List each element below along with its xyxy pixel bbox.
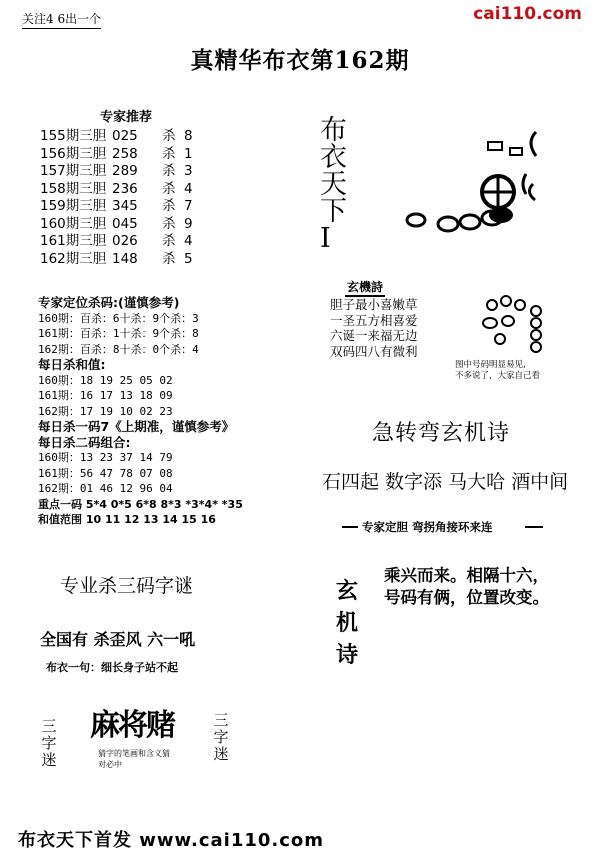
expert-kill: 7 (184, 198, 193, 214)
riddle-big-text: 麻将赌 (90, 708, 174, 743)
expert-heading: 专家推荐 (100, 110, 153, 125)
expert-kill: 4 (184, 180, 193, 197)
expert-period: 162期三胆 (40, 250, 107, 267)
positional-heading: 专家定位杀码:(谨慎参考) (38, 295, 180, 310)
caption-line: 不多说了，大家自己看 (455, 371, 541, 381)
expert-kill-label: 杀 (162, 233, 176, 249)
key-one: 重点一码 5*4 0*5 6*8 8*3 *3*4* *35 (38, 497, 243, 511)
expert-row (40, 146, 193, 164)
sum-rows (38, 373, 243, 420)
banner-text (320, 117, 347, 252)
brainteaser-title: 急转弯玄机诗 (372, 421, 511, 446)
label-char: 三 (213, 711, 229, 729)
expert-period: 160期三胆 (40, 215, 107, 232)
positional-row: 160期：百杀：6十杀：9个杀：3 (38, 311, 199, 325)
expert-kill-label: 杀 (162, 250, 176, 267)
stats-block (38, 295, 243, 528)
expert-digits: 289 (112, 163, 138, 179)
page-title: 真精华布衣第162期 (190, 47, 410, 74)
positional-row: 161期：百杀：1十杀：9个杀：8 (38, 327, 199, 340)
xuanji-line: 一圣五方相喜爱 (330, 312, 418, 328)
divider-left (342, 526, 358, 528)
expert-kill: 3 (184, 163, 193, 179)
expert-period: 156期三胆 (40, 145, 107, 162)
label-char: 字 (41, 734, 57, 752)
hint-line: 对必中 (98, 760, 122, 769)
expert-period: 158期三胆 (40, 180, 107, 197)
dingdan-line: 专家定胆 弯拐角接环来连 (362, 520, 493, 534)
kill-two-row: 160期：13 23 37 14 79 (38, 451, 173, 464)
expert-digits: 025 (112, 128, 138, 144)
label-char: 迷 (213, 745, 229, 763)
banner-char: 衣 (320, 142, 347, 173)
riddle-left-label (40, 718, 58, 769)
expert-kill: 9 (184, 215, 193, 232)
expert-row (40, 198, 193, 216)
riddle-hint (98, 748, 170, 770)
brainteaser-phrase: 石四起 数字添 马大哈 酒中间 (322, 471, 569, 493)
side-char: 诗 (336, 642, 359, 668)
buyi-line: 布衣一句：细长身子站不起 (46, 661, 178, 674)
sum-range: 和值范围 10 11 12 13 14 15 16 (38, 513, 216, 526)
banner-char: 下 (320, 196, 347, 227)
riddle-title: 专业杀三码字谜 (60, 575, 194, 597)
hint-line: 猜字的笔画和含义猜 (98, 749, 170, 758)
positional-row: 162期：百杀：8十杀：0个杀：4 (38, 342, 199, 356)
expert-list (40, 128, 193, 268)
side-char: 机 (336, 610, 359, 636)
sum-row: 161期：16 17 13 18 09 (38, 389, 173, 402)
expert-period: 161期三胆 (40, 233, 107, 249)
banner-char: I (320, 223, 331, 254)
xuanji-line: 六诞一来福无边 (330, 328, 418, 343)
top-note: 关注4 6出一个 (22, 10, 101, 29)
xuanji-lines (330, 297, 418, 359)
expert-kill-label: 杀 (162, 215, 176, 232)
expert-kill: 4 (184, 233, 193, 249)
sum-row: 160期：18 19 25 05 02 (38, 373, 173, 387)
kill-two-heading: 每日杀二码组合: (38, 434, 131, 450)
expert-row (40, 233, 193, 251)
expert-kill: 5 (184, 250, 193, 267)
expert-kill: 8 (184, 128, 193, 144)
label-char: 迷 (41, 751, 57, 769)
expert-digits: 345 (112, 198, 138, 214)
expert-row (40, 128, 193, 146)
xuanji-side-label (336, 575, 358, 671)
poem-line: 乘兴而来。相隔十六， (384, 566, 549, 585)
expert-row (40, 216, 193, 234)
expert-kill-label: 杀 (162, 145, 176, 162)
caption-line: 图中号码明显易见, (455, 360, 526, 370)
riddle-line: 全国有 杀歪风 六一吼 (40, 630, 196, 649)
sum-heading: 每日杀和值: (38, 357, 106, 372)
poem-line: 号码有俩，位置改变。 (384, 588, 549, 607)
footer-text[interactable]: 布衣天下首发 www.cai110.com (18, 830, 325, 851)
image-caption (455, 360, 540, 382)
banner-char: 天 (320, 169, 347, 200)
expert-digits: 045 (112, 215, 138, 232)
expert-kill-label: 杀 (162, 163, 176, 179)
expert-row (40, 251, 193, 269)
expert-kill: 1 (184, 145, 193, 162)
coins-illustration (398, 112, 568, 237)
expert-kill-label: 杀 (162, 128, 176, 144)
expert-digits: 236 (112, 180, 138, 197)
xuanji-line: 双码四八有微利 (330, 343, 418, 359)
expert-period: 159期三胆 (40, 198, 107, 214)
expert-period: 155期三胆 (40, 128, 107, 144)
expert-digits: 148 (112, 250, 138, 267)
side-char: 玄 (336, 578, 359, 604)
expert-row (40, 163, 193, 181)
kill-two-row: 161期：56 47 78 07 08 (38, 466, 173, 480)
label-char: 三 (41, 717, 57, 735)
brand-logo[interactable]: cai110.com (473, 4, 582, 24)
numbers-illustration (478, 295, 548, 355)
expert-kill-label: 杀 (162, 180, 176, 197)
divider-right (525, 526, 543, 528)
expert-row (40, 181, 193, 199)
banner-char: 布 (320, 115, 347, 146)
positional-rows (38, 311, 243, 358)
kill-one-heading: 每日杀一码7《上期准，谨慎参考》 (38, 419, 235, 434)
xuanji-line: 胆子最小喜嫩草 (330, 297, 418, 312)
expert-period: 157期三胆 (40, 163, 107, 179)
riddle-right-label (212, 712, 230, 763)
expert-digits: 258 (112, 145, 138, 162)
sum-row: 162期：17 19 10 02 23 (38, 404, 173, 418)
expert-digits: 026 (112, 233, 138, 249)
label-char: 字 (213, 728, 229, 746)
expert-kill-label: 杀 (162, 198, 176, 214)
kill-two-rows (38, 450, 243, 497)
kill-two-row: 162期：01 46 12 96 04 (38, 482, 173, 495)
brainteaser-poem (384, 565, 549, 609)
xuanji-heading: 玄機詩 (345, 278, 385, 297)
